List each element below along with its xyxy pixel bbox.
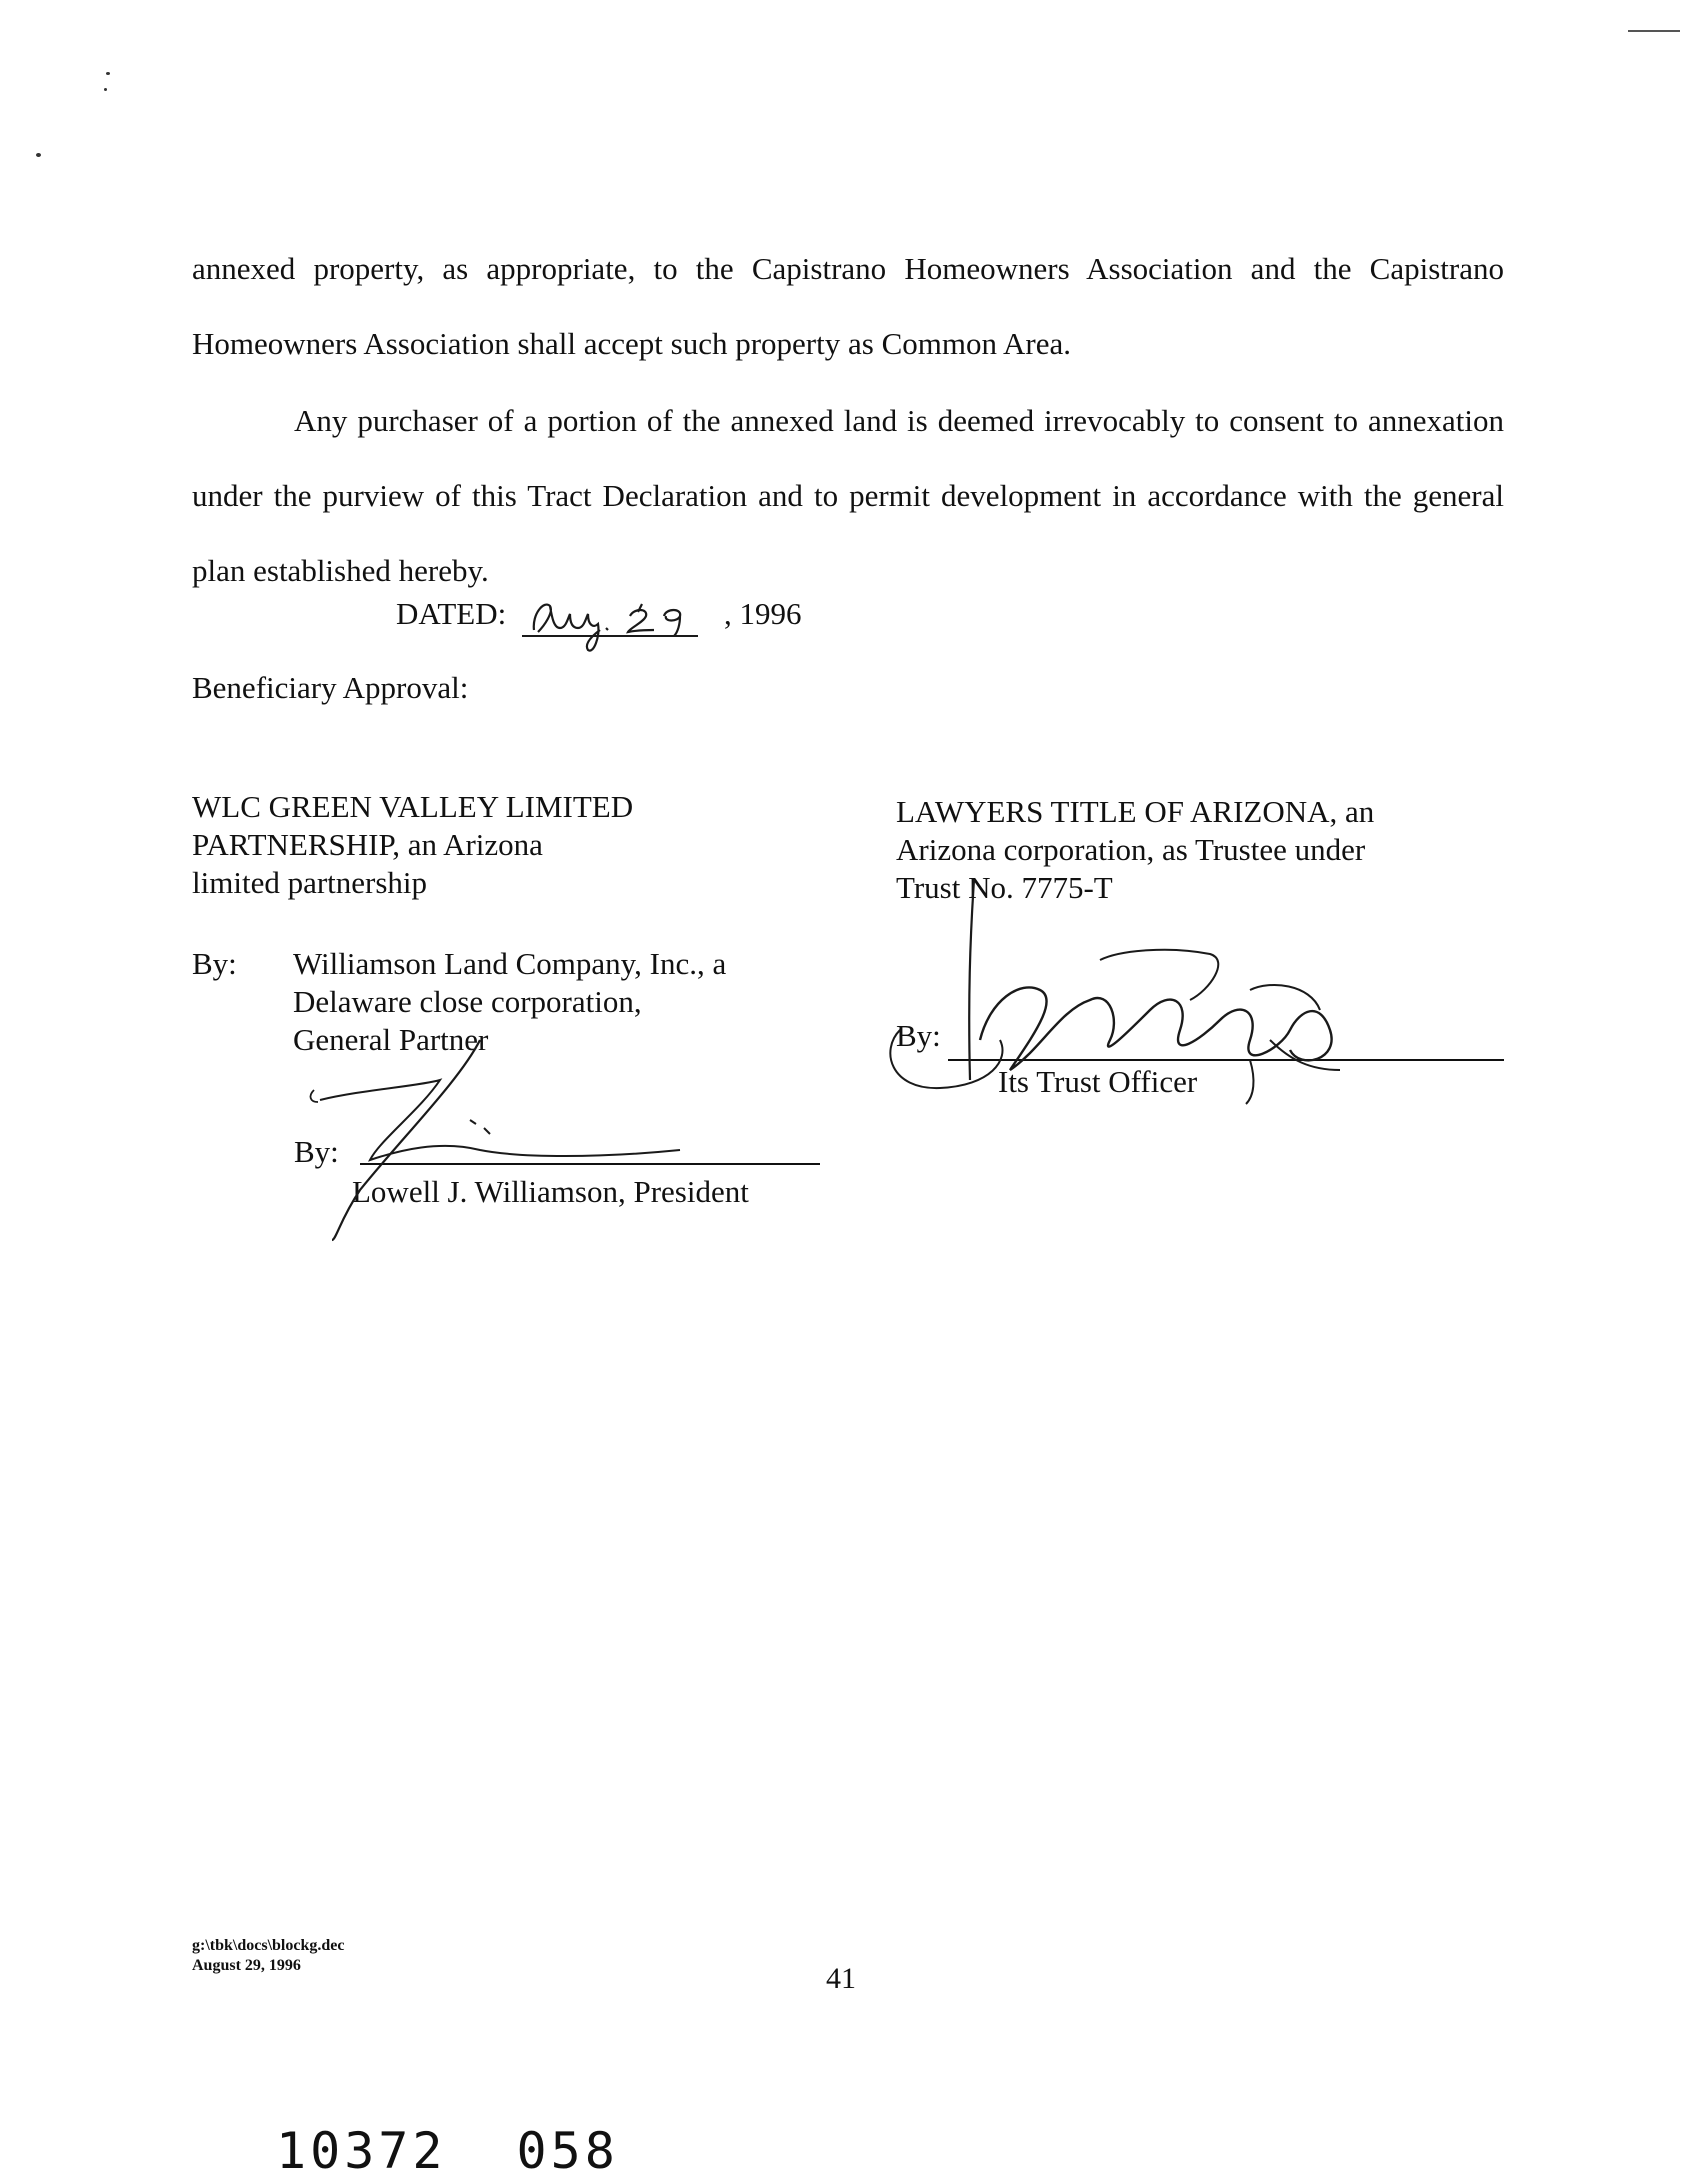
left-party-line: limited partnership (192, 865, 428, 900)
handwritten-date (514, 592, 724, 632)
right-party-line: Trust No. 7775-T (896, 870, 1113, 905)
general-partner-line: Delaware close corporation, (293, 984, 642, 1019)
footer-date: August 29, 1996 (192, 1957, 301, 1974)
left-party-line: PARTNERSHIP, an Arizona (192, 827, 543, 862)
by-label: By: (192, 946, 237, 981)
recording-number-part: 058 (516, 2122, 619, 2180)
left-party-line: WLC GREEN VALLEY LIMITED (192, 789, 634, 824)
paragraph-purchaser-consent: Any purchaser of a portion of the annexed land is deemed irrevocably to consent to annexation under the purview of this Tract Declaration and to permit development in accordance with the general plan established hereby. (192, 403, 1504, 588)
dated-label: DATED: (396, 596, 507, 631)
left-party-entity (192, 788, 633, 902)
scan-speck (36, 153, 41, 157)
paragraph-common-area: annexed property, as appropriate, to the Capistrano Homeowners Association and the Capistrano Homeowners Association shall accept such property as Common Area. (192, 251, 1504, 361)
scan-speck (104, 88, 107, 91)
page-number: 41 (826, 1962, 856, 1995)
right-handwritten-signature (870, 880, 1430, 1110)
scan-speck (106, 72, 110, 75)
left-signature-by-label: By: (294, 1134, 339, 1169)
left-signer-name: Lowell J. Williamson, President (352, 1174, 749, 1209)
left-handwritten-signature (300, 1040, 800, 1240)
dated-year: , 1996 (723, 596, 802, 631)
footer-file-reference (192, 1936, 344, 1976)
right-signature-by-label: By: (896, 1018, 941, 1053)
scan-edge-mark (1628, 30, 1680, 32)
right-signer-title: Its Trust Officer (998, 1064, 1198, 1099)
general-partner-line: General Partner (293, 1022, 489, 1057)
dated-line (396, 592, 801, 632)
right-party-line: LAWYERS TITLE OF ARIZONA, an (896, 794, 1375, 829)
general-partner-line: Williamson Land Company, Inc., a (293, 946, 727, 981)
recording-number (276, 2122, 619, 2180)
footer-path: g:\tbk\docs\blockg.dec (192, 1937, 345, 1954)
right-party-line: Arizona corporation, as Trustee under (896, 832, 1366, 867)
recording-number-part: 10372 (276, 2122, 447, 2180)
beneficiary-approval-label: Beneficiary Approval: (192, 670, 469, 705)
